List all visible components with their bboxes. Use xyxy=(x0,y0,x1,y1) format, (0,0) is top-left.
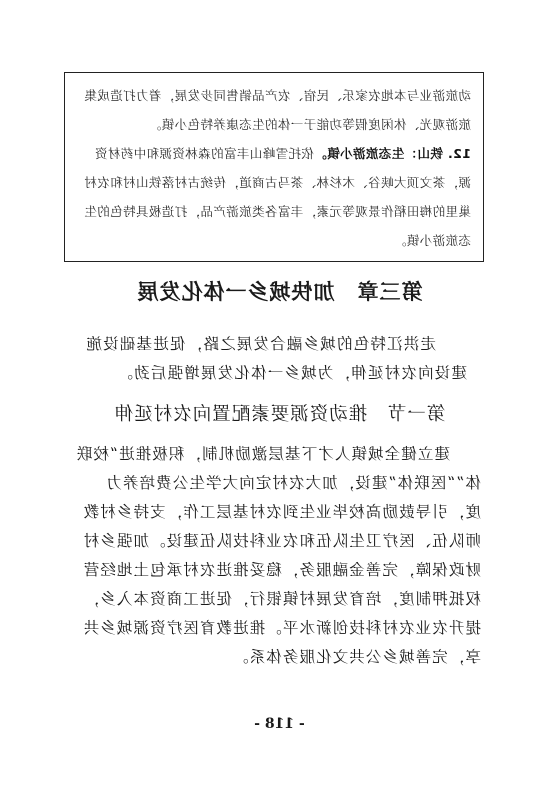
highlight-box xyxy=(64,72,484,262)
box-item xyxy=(75,139,471,255)
intro-paragraph: 走洪江特色的城乡融合发展之路，促进基础设施建设向农村延伸，为城乡一体化发展增强后劲。 xyxy=(85,335,467,382)
section-title: 第一节 推动资源要素配置向农村延伸 xyxy=(113,404,446,425)
box-item-label: 12. 铁山：生态旅游小镇。 xyxy=(313,146,471,161)
chapter-title: 第三章 加快城乡一体化发展 xyxy=(136,280,423,304)
box-paragraph: 动旅游业与本地农家乐、民宿、农产品销售同步发展，着力打造成集旅游观光、休闲度假等功能于一体的生态康养特色小镇。 xyxy=(83,88,471,132)
section-paragraph: 建立健全城镇人才下基层激励机制，积极推进“校联体”“医联体”建设，加大农村定向大学生公费培养力度，引导鼓励高校毕业生到农村基层工作，支持乡村教师队伍、医疗卫生队伍和农业科技队伍建设。加强乡村财政保障，完善金融服务，稳妥推进农村承包土地经营权抵押制度，培育发展村镇银行，促进工商资本入乡，提升农业农村科技创新水平。推进教育医疗资源城乡共享，完善城乡公共文化服务体系。 xyxy=(75,445,481,666)
section-body xyxy=(75,440,481,672)
page-number: - 118 - xyxy=(254,716,305,732)
intro-section xyxy=(75,330,467,388)
box-item-text: 依托雪峰山丰富的森林资源和中药材资源，茶文顶大峡谷、木杉林、茶马古商道，传统古村落铁山村和农村巢里的梅田稻作景观等元素，丰富各类旅游产品，打造极具特色的生态旅游小镇。 xyxy=(83,146,471,248)
